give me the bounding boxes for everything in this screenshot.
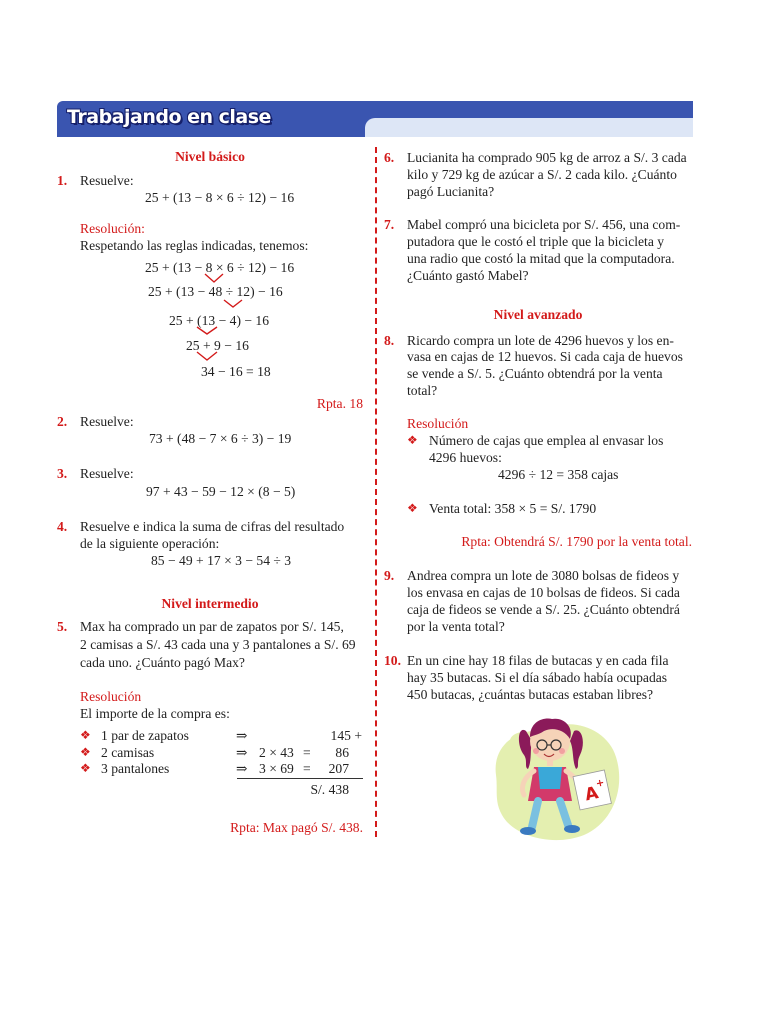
problem-1-intro: Resuelve: [80, 173, 134, 188]
problem-2-expression: 73 + (48 − 7 × 6 ÷ 3) − 19 [149, 431, 292, 446]
problem-8-line-4: total? [407, 383, 438, 398]
problem-8-line-3: se vende a S/. 5. ¿Cuánto obtendrá por la venta [407, 366, 663, 381]
item-3-name: 3 pantalones [101, 761, 170, 776]
item-3-equals: = [303, 761, 311, 776]
problem-8-line-2: vasa en cajas de 12 huevos. Si cada caja de huevos [407, 349, 683, 364]
bullet-diamond-icon: ❖ [80, 728, 91, 742]
problem-7-line-4: ¿Cuánto gastó Mabel? [407, 268, 529, 283]
problem-1-resolution-text: Respetando las reglas indicadas, tenemos: [80, 238, 309, 253]
step-2: 25 + (13 − 48 ÷ 12) − 16 [148, 284, 283, 299]
item-3-calc: 3 × 69 [259, 761, 294, 776]
problem-2-number: 2. [57, 414, 68, 429]
problem-4-line-2: de la siguiente operación: [80, 536, 220, 551]
problem-8-resolution-label: Resolución [407, 416, 469, 431]
paper-grade: A [583, 783, 601, 806]
problem-3-intro: Resuelve: [80, 466, 134, 481]
level-basic-heading: Nivel básico [175, 149, 245, 164]
problem-10-number: 10. [384, 653, 401, 668]
problem-1-number: 1. [57, 173, 68, 188]
problem-7-number: 7. [384, 217, 395, 232]
problem-4-number: 4. [57, 519, 68, 534]
step-5: 34 − 16 = 18 [201, 364, 271, 379]
problem-6-line-1: Lucianita ha comprado 905 kg de arroz a S/. 3 cada [407, 150, 687, 165]
item-2-value: 86 [335, 745, 349, 760]
problem-9-line-1: Andrea compra un lote de 3080 bolsas de fideos y [407, 568, 680, 583]
sum-line [237, 778, 363, 779]
item-1-name: 1 par de zapatos [101, 728, 189, 743]
problem-7-line-2: putadora que le costó el triple que la bicicleta y [407, 234, 665, 249]
problem-5-answer: Rpta: Max pagó S/. 438. [230, 820, 363, 835]
problem-9-number: 9. [384, 568, 395, 583]
problem-8-number: 8. [384, 333, 395, 348]
chevron-1 [205, 274, 223, 282]
item-2-calc: 2 × 43 [259, 745, 294, 760]
item-2-name: 2 camisas [101, 745, 155, 760]
item-1-value: 145 + [330, 728, 362, 743]
chevron-3 [197, 327, 217, 334]
problem-8-bullet-2: Venta total: 358 × 5 = S/. 1790 [429, 501, 597, 516]
problem-3-expression: 97 + 43 − 59 − 12 × (8 − 5) [146, 484, 296, 499]
problem-1-expression: 25 + (13 − 8 × 6 ÷ 12) − 16 [145, 190, 295, 205]
bullet-diamond-icon: ❖ [407, 433, 418, 447]
step-1: 25 + (13 − 8 × 6 ÷ 12) − 16 [145, 260, 295, 275]
problem-5-line-1: Max ha comprado un par de zapatos por S/. 145, [80, 619, 344, 634]
chevron-4 [197, 352, 217, 360]
problem-4-expression: 85 − 49 + 17 × 3 − 54 ÷ 3 [151, 553, 292, 568]
item-3-value: 207 [328, 761, 349, 776]
bullet-diamond-icon: ❖ [407, 501, 418, 515]
problem-9-line-3: caja de fideos se vende a S/. 25. ¿Cuánto obtendrá [407, 602, 680, 617]
bullet-diamond-icon: ❖ [80, 745, 91, 759]
problem-6-line-3: pagó Lucianita? [407, 184, 495, 199]
bullet-diamond-icon: ❖ [80, 761, 91, 775]
chevron-2 [224, 300, 242, 307]
problem-9-line-2: los envasa en cajas de 10 bolsas de fideos. Si cada [407, 585, 680, 600]
problem-7-line-3: una radio que costó la mitad que la computadora. [407, 251, 675, 266]
problem-4-line-1: Resuelve e indica la suma de cifras del resultado [80, 519, 345, 534]
problem-6-number: 6. [384, 150, 395, 165]
problem-9-line-4: por la venta total? [407, 619, 505, 634]
problem-8-bullet-1-line-1: Número de cajas que emplea al envasar los [429, 433, 664, 448]
problem-6-line-2: kilo y 729 kg de azúcar a S/. 2 cada kilo. ¿Cuánto [407, 167, 677, 182]
problem-3-number: 3. [57, 466, 68, 481]
problem-1-answer: Rpta. 18 [316, 396, 363, 411]
problem-8-answer: Rpta: Obtendrá S/. 1790 por la venta total. [461, 534, 692, 549]
problem-10-line-3: 450 butacas, ¿cuántas butacas estaban libres? [407, 687, 654, 702]
problem-5-line-3: cada uno. ¿Cuánto pagó Max? [80, 655, 245, 670]
problem-7-line-1: Mabel compró una bicicleta por S/. 456, una com- [407, 217, 681, 232]
problem-5-resolution-label: Resolución [80, 689, 142, 704]
problem-10-line-1: En un cine hay 18 filas de butacas y en cada fila [407, 653, 669, 668]
item-2-arrow: ⇒ [236, 745, 248, 760]
problem-8-calc: 4296 ÷ 12 = 358 cajas [498, 467, 619, 482]
banner-title: Trabajando en clase [67, 106, 271, 128]
paper-icon [573, 770, 611, 810]
problem-10-line-2: hay 35 butacas. Si el día sábado había ocupadas [407, 670, 668, 685]
problem-8-line-1: Ricardo compra un lote de 4296 huevos y los en- [407, 333, 674, 348]
problem-5-resolution-text: El importe de la compra es: [80, 706, 230, 721]
problem-2-intro: Resuelve: [80, 414, 134, 429]
level-intermediate-heading: Nivel intermedio [161, 596, 259, 611]
girl-illustration [488, 705, 628, 845]
problem-8-bullet-1-line-2: 4296 huevos: [429, 450, 502, 465]
problem-5-total: S/. 438 [310, 782, 349, 797]
problem-5-number: 5. [57, 619, 68, 634]
step-4: 25 + 9 − 16 [186, 338, 249, 353]
item-1-arrow: ⇒ [236, 728, 248, 743]
problem-1-resolution-label: Resolución: [80, 221, 145, 236]
problem-5-line-2: 2 camisas a S/. 43 cada una y 3 pantalones a S/. 69 [80, 637, 356, 652]
item-3-arrow: ⇒ [236, 761, 248, 776]
item-2-equals: = [303, 745, 311, 760]
step-3: 25 + (13 − 4) − 16 [169, 313, 270, 328]
level-advanced-heading: Nivel avanzado [493, 307, 583, 322]
paper-grade-plus: + [595, 777, 606, 790]
